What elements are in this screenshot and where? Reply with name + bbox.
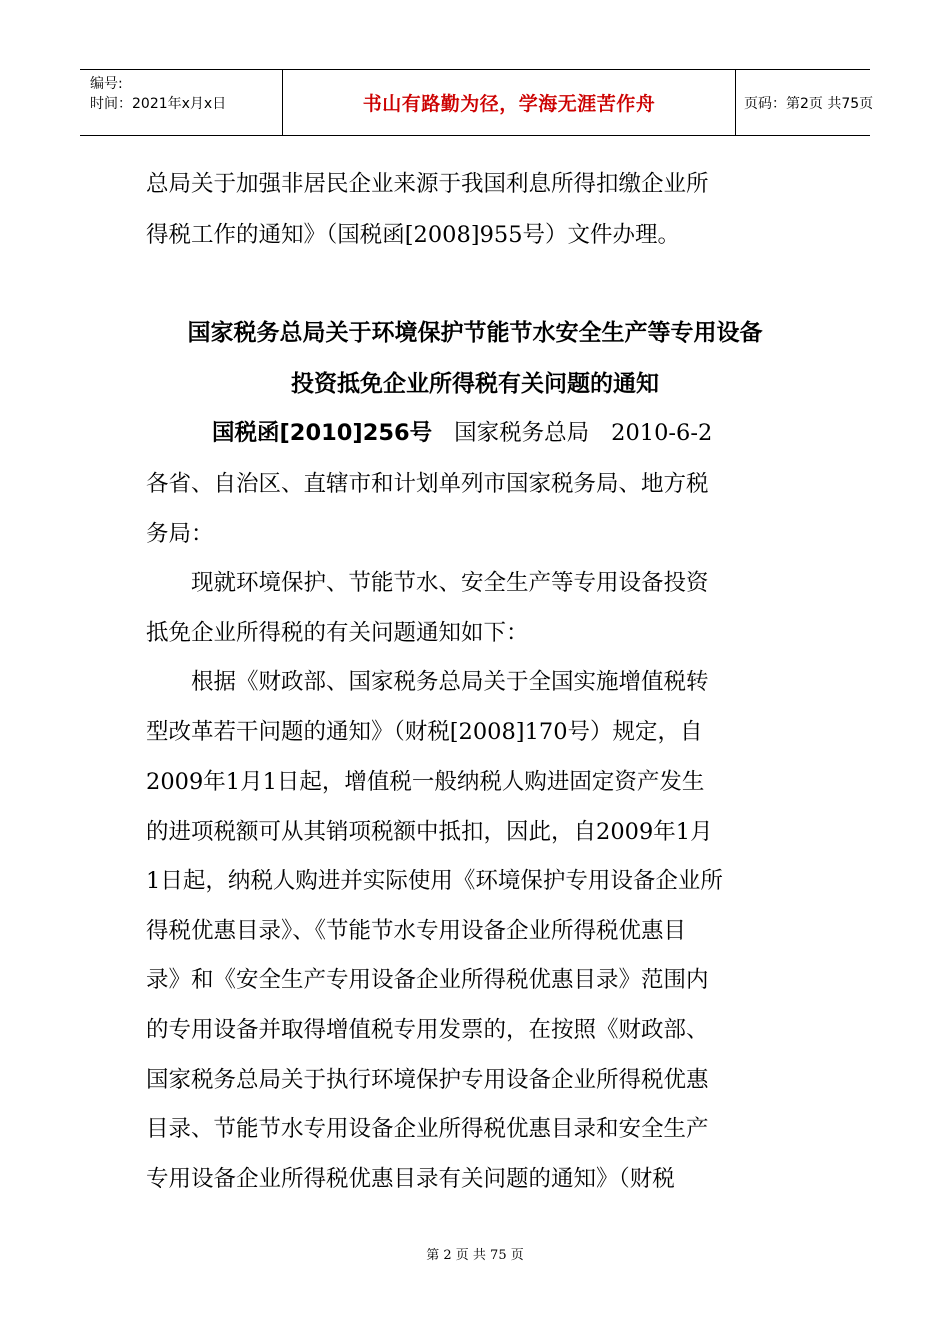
header-meta: [80, 70, 282, 135]
document-number-label: 编号:: [90, 76, 123, 92]
para1-line-1: 现就环境保护、节能节水、安全生产等专用设备投资: [146, 570, 709, 596]
notice-title-line-2: 投资抵免企业所得税有关问题的通知: [291, 371, 659, 397]
para2-line-5: 1日起，纳税人购进并实际使用《环境保护专用设备企业所: [146, 868, 723, 894]
para2-line-3: 2009年1月1日起，增值税一般纳税人购进固定资产发生: [146, 769, 705, 795]
para2-line-4: 的进项税额可从其销项税额中抵扣，因此，自2009年1月: [146, 819, 713, 845]
intro-line-2: 得税工作的通知》（国税函[2008]955号）文件办理。: [146, 222, 681, 248]
document-reference-line: [212, 418, 712, 448]
para2-line-1: 根据《财政部、国家税务总局关于全国实施增值税转: [146, 669, 709, 695]
page-header: [80, 69, 874, 136]
addressee-line-2: 务局：: [146, 521, 214, 547]
page-footer: 第 2 页 共 75 页: [426, 1248, 524, 1263]
para2-line-10: 目录、节能节水专用设备企业所得税优惠目录和安全生产: [146, 1116, 709, 1142]
addressee-line-1: 各省、自治区、直辖市和计划单列市国家税务局、地方税: [146, 471, 709, 497]
intro-line-1: 总局关于加强非居民企业来源于我国利息所得扣缴企业所: [146, 171, 709, 197]
header-page-info: 页码：第2页 共75页: [744, 95, 874, 112]
para2-line-8: 的专用设备并取得增值税专用发票的，在按照《财政部、: [146, 1017, 709, 1043]
document-date-label: 时间：2021年x月x日: [90, 96, 227, 112]
issuer: 国家税务总局: [454, 420, 590, 446]
notice-title-line-1: 国家税务总局关于环境保护节能节水安全生产等专用设备: [187, 320, 763, 346]
header-motto: 书山有路勤为径，学海无涯苦作舟: [362, 93, 656, 115]
para2-line-7: 录》和《安全生产专用设备企业所得税优惠目录》范围内: [146, 967, 709, 993]
header-motto-cell: [282, 70, 736, 135]
para1-line-2: 抵免企业所得税的有关问题通知如下：: [146, 620, 529, 646]
document-number: 国税函[2010]256号: [212, 420, 433, 446]
para2-line-9: 国家税务总局关于执行环境保护专用设备企业所得税优惠: [146, 1067, 709, 1093]
para2-line-6: 得税优惠目录》、《节能节水专用设备企业所得税优惠目: [146, 918, 687, 944]
para2-line-2: 型改革若干问题的通知》（财税[2008]170号）规定，自: [146, 719, 703, 745]
issue-date: 2010-6-2: [611, 420, 713, 446]
para2-line-11: 专用设备企业所得税优惠目录有关问题的通知》（财税: [146, 1166, 675, 1192]
